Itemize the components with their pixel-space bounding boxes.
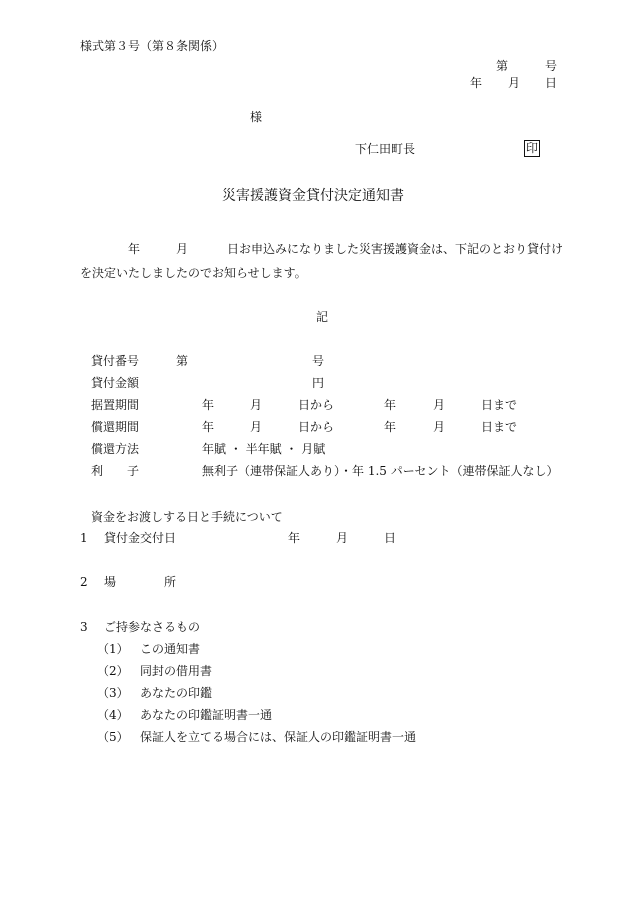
item-5-text: 保証人を立てる場合には、保証人の印鑑証明書一通 xyxy=(140,730,417,744)
deferment-to-month: 月 xyxy=(433,398,446,412)
deferment-to-day: 日まで xyxy=(481,398,518,412)
body-line-2: を決定いたしましたのでお知らせします。 xyxy=(80,266,307,280)
loan-amount-unit: 円 xyxy=(312,376,325,390)
section-2-label-a: 場 xyxy=(104,575,117,589)
deferment-to-year: 年 xyxy=(384,398,397,412)
repayment-to-month: 月 xyxy=(433,420,446,434)
item-2-number: （2） xyxy=(97,664,129,678)
section-1-label: 貸付金交付日 xyxy=(104,531,177,545)
item-1-number: （1） xyxy=(97,642,129,656)
repayment-period-label: 償還期間 xyxy=(91,420,140,434)
item-3-text: あなたの印鑑 xyxy=(140,686,213,700)
item-2-text: 同封の借用書 xyxy=(140,664,213,678)
seal-mark: 印 xyxy=(526,141,539,155)
delivery-date-day: 日 xyxy=(384,531,397,545)
delivery-date-year: 年 xyxy=(288,531,301,545)
item-4-number: （4） xyxy=(97,708,129,722)
repayment-from-day: 日から xyxy=(298,420,335,434)
issue-date-month: 月 xyxy=(508,76,521,90)
repayment-method-label: 償還方法 xyxy=(91,442,140,456)
form-number: 様式第３号（第８条関係） xyxy=(80,39,225,53)
section-3-label: ご持参なさるもの xyxy=(104,620,201,634)
loan-number-prefix: 第 xyxy=(176,354,189,368)
item-5-number: （5） xyxy=(97,730,129,744)
repayment-method-value: 年賦 ・ 半年賦 ・ 月賦 xyxy=(202,442,326,456)
item-1-text: この通知書 xyxy=(140,642,201,656)
interest-label: 利 子 xyxy=(91,464,140,478)
body-month: 月 xyxy=(176,242,189,256)
repayment-to-year: 年 xyxy=(384,420,397,434)
document-number-suffix: 号 xyxy=(545,59,558,73)
document-number-prefix: 第 xyxy=(496,59,509,73)
handover-heading: 資金をお渡しする日と手続について xyxy=(91,510,283,524)
ki-heading: 記 xyxy=(316,310,329,324)
repayment-from-month: 月 xyxy=(250,420,263,434)
interest-value: 無利子（連帯保証人あり）・年 1.5 パーセント（連帯保証人なし） xyxy=(202,464,559,478)
delivery-date-month: 月 xyxy=(336,531,349,545)
deferment-period-label: 据置期間 xyxy=(91,398,140,412)
deferment-from-year: 年 xyxy=(202,398,215,412)
deferment-from-day: 日から xyxy=(298,398,335,412)
section-1-number: 1 xyxy=(80,531,88,545)
item-4-text: あなたの印鑑証明書一通 xyxy=(140,708,273,722)
repayment-to-day: 日まで xyxy=(481,420,518,434)
item-3-number: （3） xyxy=(97,686,129,700)
loan-amount-label: 貸付金額 xyxy=(91,376,140,390)
document-title: 災害援護資金貸付決定通知書 xyxy=(222,188,404,204)
loan-number-label: 貸付番号 xyxy=(91,354,140,368)
body-year: 年 xyxy=(128,242,141,256)
repayment-from-year: 年 xyxy=(202,420,215,434)
issue-date-year: 年 xyxy=(470,76,483,90)
issuer-name: 下仁田町長 xyxy=(355,142,416,156)
addressee-suffix: 様 xyxy=(250,110,263,124)
body-line-1: 日お申込みになりました災害援護資金は、下記のとおり貸付け xyxy=(227,242,564,256)
deferment-from-month: 月 xyxy=(250,398,263,412)
loan-number-suffix: 号 xyxy=(312,354,325,368)
issue-date-day: 日 xyxy=(545,76,558,90)
section-3-number: 3 xyxy=(80,620,88,634)
section-2-number: 2 xyxy=(80,575,88,589)
section-2-label-b: 所 xyxy=(164,575,177,589)
